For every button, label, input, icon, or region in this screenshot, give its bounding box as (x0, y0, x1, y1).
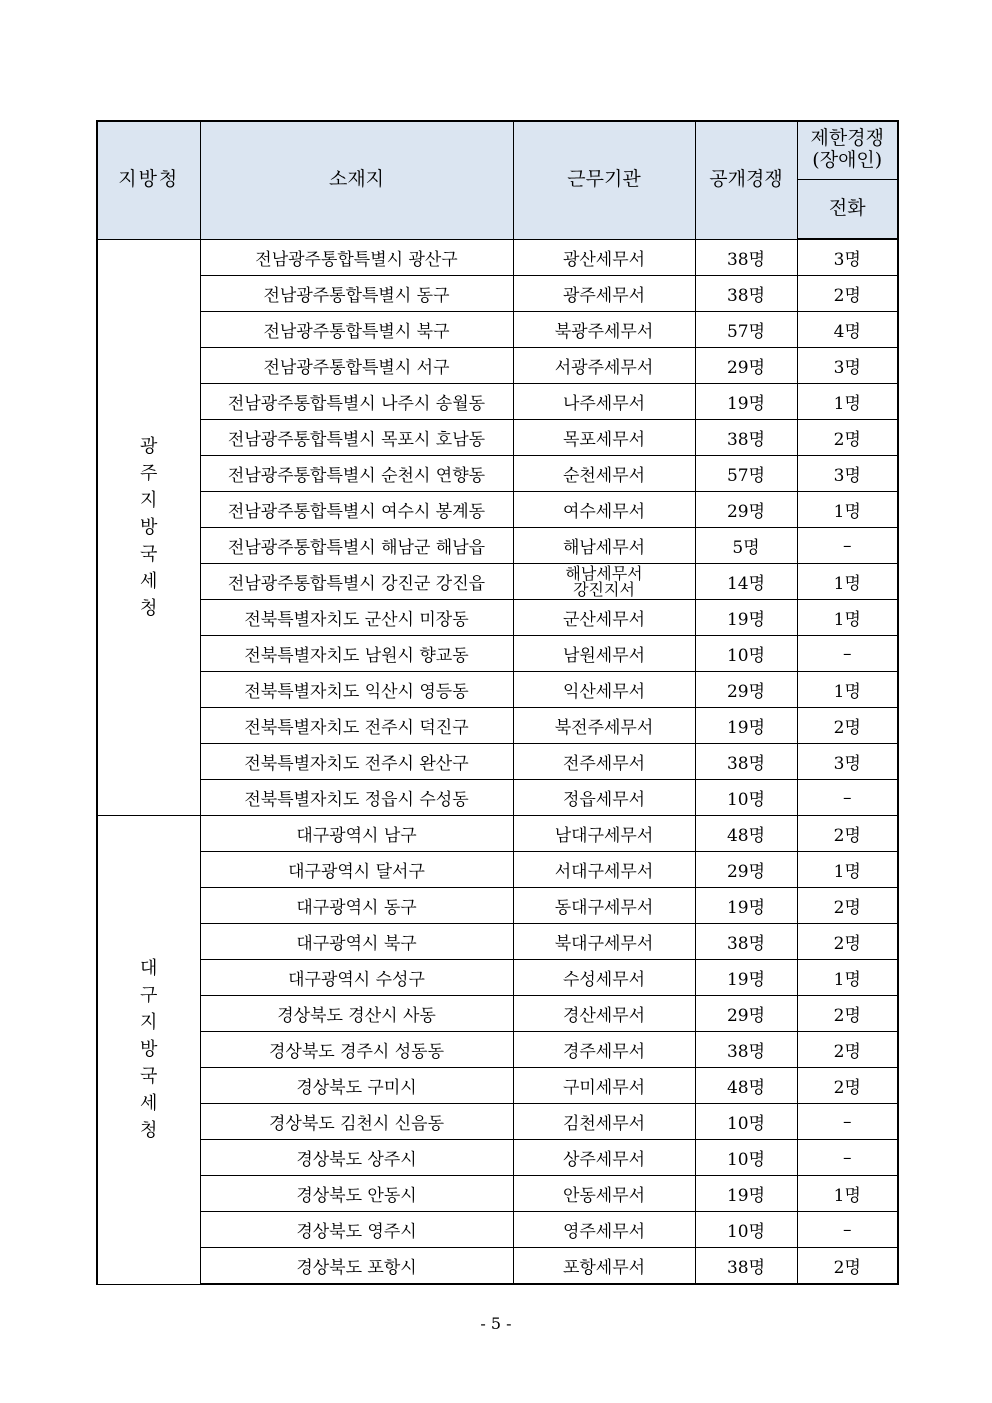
cell-office: 남대구세무서 (513, 816, 695, 852)
cell-limited-count: – (797, 1104, 898, 1140)
cell-limited-count: 4명 (797, 312, 898, 348)
cell-limited-count: 2명 (797, 1032, 898, 1068)
cell-limited-count: 2명 (797, 996, 898, 1032)
table-row (97, 744, 898, 780)
cell-location: 경상북도 경산시 사동 (200, 996, 513, 1032)
cell-open-count: 19명 (695, 708, 797, 744)
cell-open-count: 38명 (695, 239, 797, 276)
table-row (97, 996, 898, 1032)
cell-location: 경상북도 안동시 (200, 1176, 513, 1212)
header-location: 소재지 (200, 121, 513, 239)
cell-office: 북대구세무서 (513, 924, 695, 960)
table-row (97, 276, 898, 312)
cell-open-count: 19명 (695, 960, 797, 996)
cell-office: 광주세무서 (513, 276, 695, 312)
table-header (97, 121, 898, 239)
cell-limited-count: 1명 (797, 1176, 898, 1212)
cell-location: 전남광주통합특별시 서구 (200, 348, 513, 384)
cell-office: 해남세무서 (513, 528, 695, 564)
cell-office: 광산세무서 (513, 239, 695, 276)
cell-open-count: 10명 (695, 1140, 797, 1176)
header-open-competition: 공개경쟁 (695, 121, 797, 239)
table-row (97, 816, 898, 852)
cell-open-count: 10명 (695, 1104, 797, 1140)
recruitment-table (96, 120, 899, 1285)
cell-office: 북전주세무서 (513, 708, 695, 744)
cell-open-count: 10명 (695, 780, 797, 816)
table-row (97, 528, 898, 564)
cell-limited-count: – (797, 1212, 898, 1248)
cell-location: 전북특별자치도 전주시 완산구 (200, 744, 513, 780)
cell-open-count: 10명 (695, 1212, 797, 1248)
table-row (97, 1212, 898, 1248)
cell-limited-count: 3명 (797, 744, 898, 780)
table-row (97, 312, 898, 348)
cell-limited-count: 3명 (797, 348, 898, 384)
cell-office: 경산세무서 (513, 996, 695, 1032)
cell-location: 전남광주통합특별시 순천시 연향동 (200, 456, 513, 492)
cell-limited-count: 1명 (797, 492, 898, 528)
cell-location: 경상북도 경주시 성동동 (200, 1032, 513, 1068)
cell-location: 전북특별자치도 군산시 미장동 (200, 600, 513, 636)
cell-open-count: 38명 (695, 1032, 797, 1068)
cell-open-count: 10명 (695, 636, 797, 672)
cell-limited-count: – (797, 528, 898, 564)
cell-limited-count: 1명 (797, 384, 898, 420)
cell-office: 해남세무서 강진지서 (513, 564, 695, 600)
table-row (97, 708, 898, 744)
cell-limited-count: – (797, 780, 898, 816)
cell-office: 경주세무서 (513, 1032, 695, 1068)
cell-location: 경상북도 포항시 (200, 1248, 513, 1285)
table-body (97, 239, 898, 1284)
cell-office: 나주세무서 (513, 384, 695, 420)
table-row (97, 672, 898, 708)
cell-open-count: 38명 (695, 924, 797, 960)
table-row (97, 960, 898, 996)
table-row (97, 852, 898, 888)
region-name: 광 주 지 방 국 세 청 (97, 239, 200, 816)
region-name: 대 구 지 방 국 세 청 (97, 816, 200, 1285)
cell-open-count: 29명 (695, 996, 797, 1032)
cell-limited-count: 1명 (797, 852, 898, 888)
cell-office: 익산세무서 (513, 672, 695, 708)
table-row (97, 924, 898, 960)
cell-open-count: 38명 (695, 420, 797, 456)
cell-location: 전남광주통합특별시 해남군 해남읍 (200, 528, 513, 564)
cell-open-count: 48명 (695, 816, 797, 852)
table-row (97, 1032, 898, 1068)
cell-open-count: 29명 (695, 348, 797, 384)
cell-location: 대구광역시 남구 (200, 816, 513, 852)
cell-office: 남원세무서 (513, 636, 695, 672)
table-row (97, 1140, 898, 1176)
table-row (97, 780, 898, 816)
table-row (97, 888, 898, 924)
cell-open-count: 29명 (695, 672, 797, 708)
table-row (97, 1248, 898, 1285)
cell-office: 영주세무서 (513, 1212, 695, 1248)
cell-open-count: 57명 (695, 312, 797, 348)
header-limited-competition: 제한경쟁 (장애인) (797, 121, 898, 179)
cell-location: 경상북도 상주시 (200, 1140, 513, 1176)
table-row (97, 239, 898, 276)
cell-office: 수성세무서 (513, 960, 695, 996)
cell-limited-count: 1명 (797, 672, 898, 708)
cell-office: 전주세무서 (513, 744, 695, 780)
table-row (97, 1068, 898, 1104)
cell-location: 전북특별자치도 익산시 영등동 (200, 672, 513, 708)
cell-office: 북광주세무서 (513, 312, 695, 348)
table-row (97, 348, 898, 384)
cell-open-count: 14명 (695, 564, 797, 600)
cell-open-count: 38명 (695, 276, 797, 312)
table-row (97, 636, 898, 672)
table-row (97, 1104, 898, 1140)
cell-office: 서광주세무서 (513, 348, 695, 384)
cell-location: 대구광역시 북구 (200, 924, 513, 960)
table-row (97, 420, 898, 456)
cell-location: 대구광역시 수성구 (200, 960, 513, 996)
cell-limited-count: 2명 (797, 1248, 898, 1285)
cell-location: 경상북도 김천시 신음동 (200, 1104, 513, 1140)
cell-open-count: 19명 (695, 600, 797, 636)
cell-open-count: 19명 (695, 888, 797, 924)
cell-limited-count: 2명 (797, 420, 898, 456)
cell-office: 여수세무서 (513, 492, 695, 528)
cell-office: 순천세무서 (513, 456, 695, 492)
table-row (97, 1176, 898, 1212)
header-phone: 전화 (797, 179, 898, 239)
cell-location: 전남광주통합특별시 강진군 강진읍 (200, 564, 513, 600)
cell-limited-count: 2명 (797, 816, 898, 852)
cell-open-count: 5명 (695, 528, 797, 564)
cell-office: 안동세무서 (513, 1176, 695, 1212)
cell-office: 서대구세무서 (513, 852, 695, 888)
cell-open-count: 19명 (695, 1176, 797, 1212)
cell-office: 상주세무서 (513, 1140, 695, 1176)
cell-location: 전남광주통합특별시 광산구 (200, 239, 513, 276)
cell-limited-count: 2명 (797, 276, 898, 312)
cell-office: 정읍세무서 (513, 780, 695, 816)
cell-location: 전남광주통합특별시 목포시 호남동 (200, 420, 513, 456)
cell-limited-count: 3명 (797, 456, 898, 492)
cell-limited-count: 2명 (797, 1068, 898, 1104)
cell-limited-count: 3명 (797, 239, 898, 276)
cell-location: 대구광역시 달서구 (200, 852, 513, 888)
cell-open-count: 48명 (695, 1068, 797, 1104)
header-region: 지방청 (97, 121, 200, 239)
cell-location: 전남광주통합특별시 동구 (200, 276, 513, 312)
cell-office: 김천세무서 (513, 1104, 695, 1140)
page-number: - 5 - (480, 1314, 512, 1333)
cell-office: 군산세무서 (513, 600, 695, 636)
cell-office: 포항세무서 (513, 1248, 695, 1285)
table-row (97, 600, 898, 636)
cell-location: 경상북도 영주시 (200, 1212, 513, 1248)
cell-open-count: 38명 (695, 1248, 797, 1285)
table-row (97, 384, 898, 420)
cell-limited-count: 1명 (797, 564, 898, 600)
table-row (97, 564, 898, 600)
cell-office: 동대구세무서 (513, 888, 695, 924)
cell-limited-count: – (797, 636, 898, 672)
cell-location: 전북특별자치도 전주시 덕진구 (200, 708, 513, 744)
cell-limited-count: 1명 (797, 960, 898, 996)
cell-location: 전남광주통합특별시 나주시 송월동 (200, 384, 513, 420)
cell-open-count: 38명 (695, 744, 797, 780)
cell-location: 전남광주통합특별시 여수시 봉계동 (200, 492, 513, 528)
cell-open-count: 29명 (695, 852, 797, 888)
cell-limited-count: 2명 (797, 924, 898, 960)
cell-open-count: 19명 (695, 384, 797, 420)
cell-location: 전남광주통합특별시 북구 (200, 312, 513, 348)
cell-limited-count: 2명 (797, 708, 898, 744)
table-row (97, 456, 898, 492)
cell-office: 목포세무서 (513, 420, 695, 456)
header-office: 근무기관 (513, 121, 695, 239)
cell-office: 구미세무서 (513, 1068, 695, 1104)
cell-open-count: 57명 (695, 456, 797, 492)
cell-limited-count: 1명 (797, 600, 898, 636)
cell-location: 대구광역시 동구 (200, 888, 513, 924)
cell-limited-count: – (797, 1140, 898, 1176)
cell-limited-count: 2명 (797, 888, 898, 924)
cell-location: 전북특별자치도 정읍시 수성동 (200, 780, 513, 816)
cell-location: 경상북도 구미시 (200, 1068, 513, 1104)
cell-location: 전북특별자치도 남원시 향교동 (200, 636, 513, 672)
cell-open-count: 29명 (695, 492, 797, 528)
table-row (97, 492, 898, 528)
